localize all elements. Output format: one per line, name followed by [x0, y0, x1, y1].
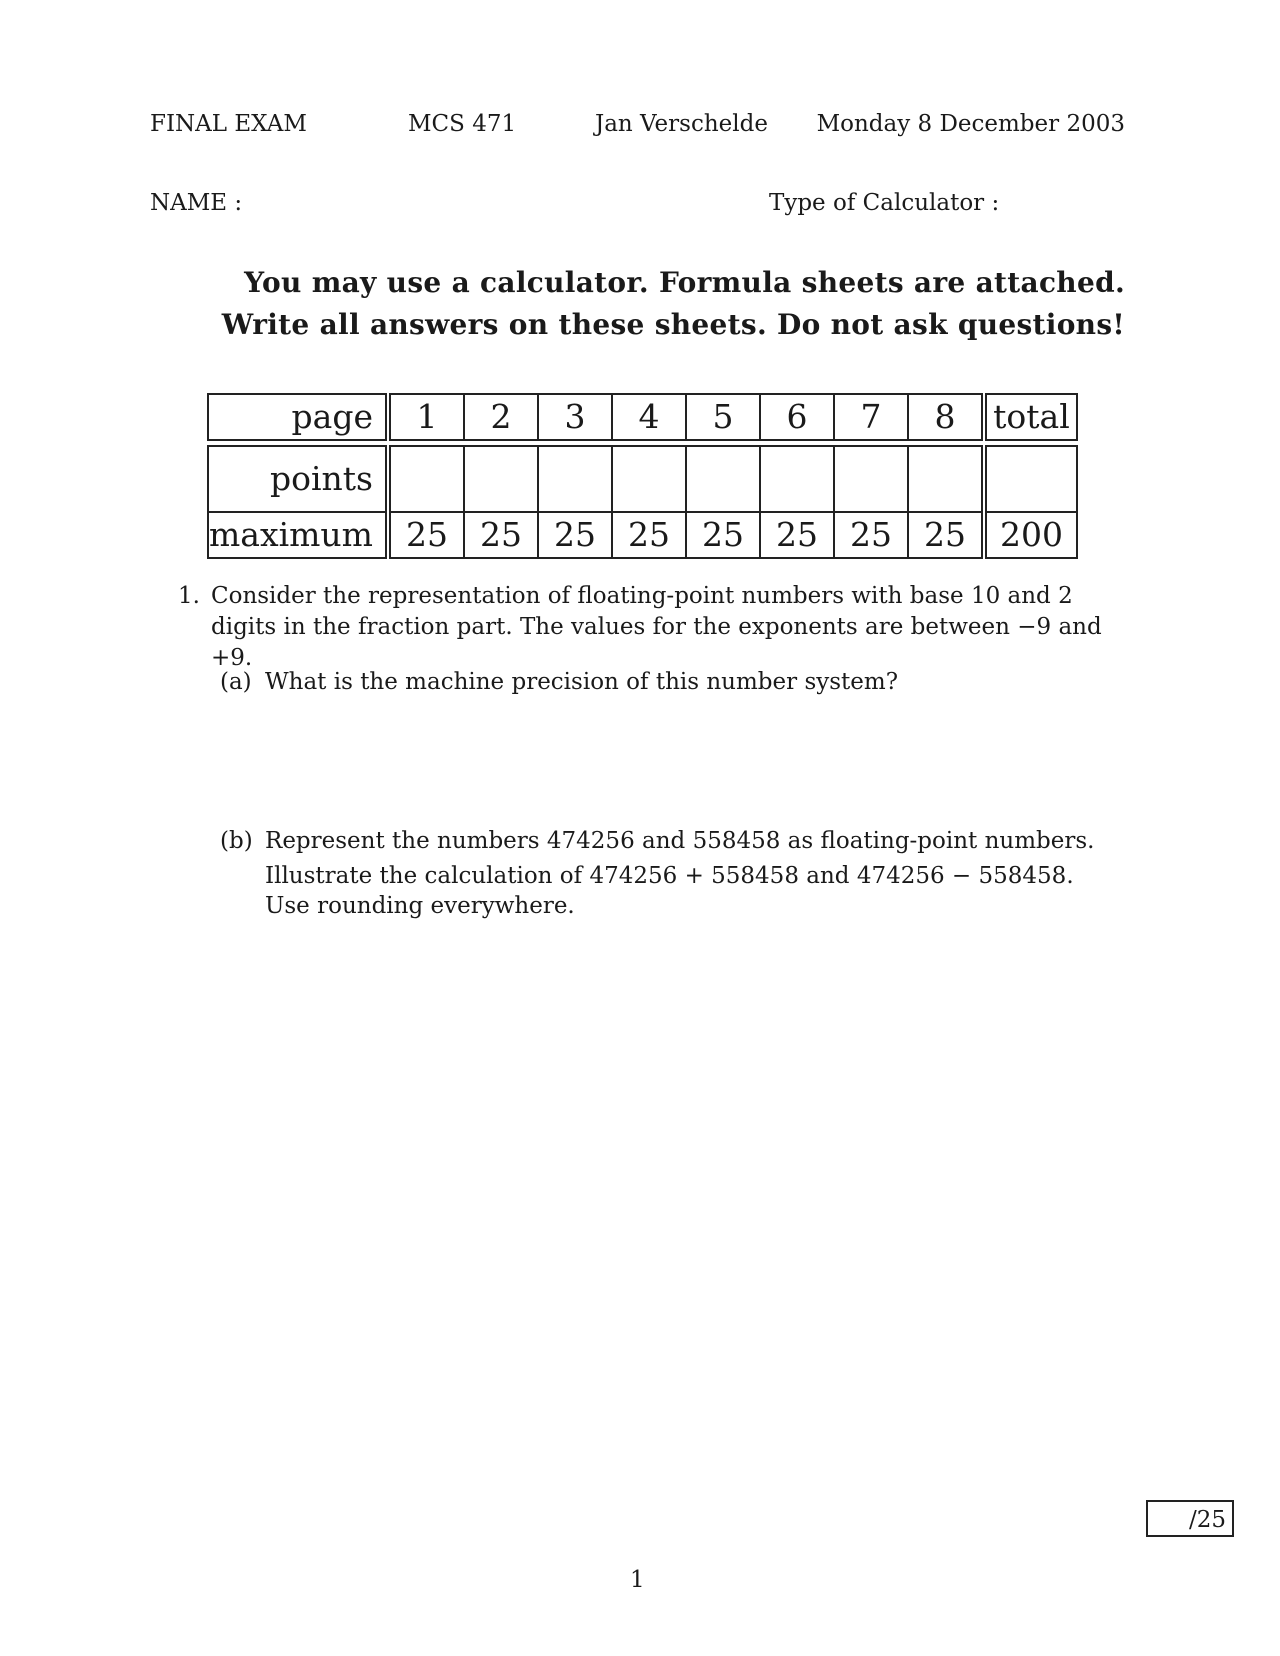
- question-1b-line-3: Use rounding everywhere.: [265, 893, 575, 919]
- points-entry-cell[interactable]: [908, 446, 984, 512]
- points-entry-cell[interactable]: [760, 446, 834, 512]
- page-number: 1: [630, 1567, 645, 1593]
- row-label-page: page: [208, 394, 388, 440]
- maximum-cell: 25: [388, 512, 464, 558]
- name-field-label: NAME :: [150, 190, 243, 216]
- calculator-field-label: Type of Calculator :: [769, 190, 1000, 216]
- maximum-cell: 25: [908, 512, 984, 558]
- page-cell: 5: [686, 394, 760, 440]
- page-cell: 3: [538, 394, 612, 440]
- row-label-maximum: maximum: [208, 512, 388, 558]
- question-1-number: 1.: [178, 583, 200, 609]
- maximum-cell: 25: [834, 512, 908, 558]
- points-entry-cell[interactable]: [538, 446, 612, 512]
- question-1a-label: (a): [220, 669, 252, 695]
- score-table-maximum-row: [208, 512, 1077, 558]
- exam-title: FINAL EXAM: [150, 111, 307, 137]
- course-code: MCS 471: [408, 111, 517, 137]
- question-1a-text: What is the machine precision of this number system?: [265, 669, 899, 695]
- row-label-points: points: [208, 446, 388, 512]
- instructions-line-1: You may use a calculator. Formula sheets are attached.: [244, 266, 1125, 299]
- maximum-cell: 25: [760, 512, 834, 558]
- page-cell: 6: [760, 394, 834, 440]
- page-cell: 8: [908, 394, 984, 440]
- maximum-cell: 25: [686, 512, 760, 558]
- question-1-text: Consider the representation of floating-point numbers with base 10 and 2 digits in the fraction part. The values for the exponents are between −9 and +9.: [211, 583, 1102, 671]
- points-entry-cell[interactable]: [834, 446, 908, 512]
- instructor-name: Jan Verschelde: [595, 111, 768, 137]
- instructions-line-2: Write all answers on these sheets. Do not ask questions!: [221, 308, 1125, 341]
- score-table-points-row: [208, 446, 1077, 512]
- maximum-cell: 25: [612, 512, 686, 558]
- points-entry-cell[interactable]: [686, 446, 760, 512]
- maximum-cell: 25: [538, 512, 612, 558]
- maximum-total-cell: 200: [984, 512, 1077, 558]
- exam-date: Monday 8 December 2003: [816, 111, 1125, 137]
- score-table-header-row: [208, 394, 1077, 440]
- page-cell: 4: [612, 394, 686, 440]
- page-score-box[interactable]: /25: [1146, 1500, 1234, 1537]
- points-total-cell[interactable]: [984, 446, 1077, 512]
- maximum-cell: 25: [464, 512, 538, 558]
- score-table: [207, 393, 1078, 559]
- page-cell: 2: [464, 394, 538, 440]
- question-1b-label: (b): [220, 828, 253, 854]
- points-entry-cell[interactable]: [612, 446, 686, 512]
- page-cell: 1: [388, 394, 464, 440]
- total-header-cell: total: [984, 394, 1077, 440]
- page-cell: 7: [834, 394, 908, 440]
- question-1b-line-1: Represent the numbers 474256 and 558458 as floating-point numbers.: [265, 828, 1095, 854]
- points-entry-cell[interactable]: [388, 446, 464, 512]
- points-entry-cell[interactable]: [464, 446, 538, 512]
- question-1b-line-2: Illustrate the calculation of 474256 + 558458 and 474256 − 558458.: [265, 863, 1074, 889]
